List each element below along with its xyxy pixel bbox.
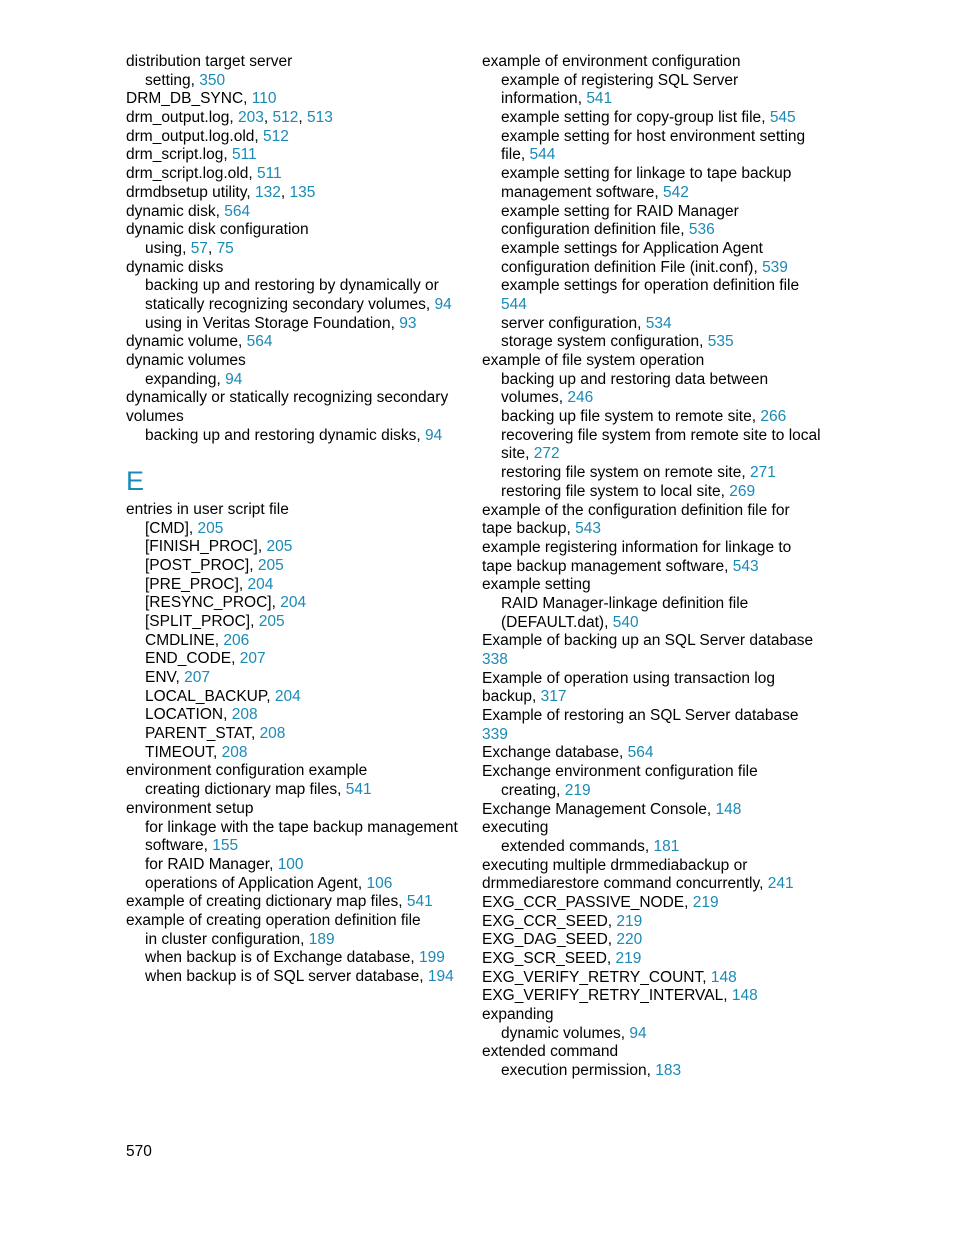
page-link[interactable]: 266	[760, 408, 787, 426]
page-link[interactable]: 541	[586, 90, 613, 108]
index-entry	[126, 408, 456, 427]
page-link[interactable]: 57	[190, 239, 208, 257]
index-term: server configuration	[501, 314, 638, 332]
page-link[interactable]: 205	[266, 538, 293, 556]
index-term: tape backup	[482, 520, 567, 538]
index-term: information	[501, 90, 578, 108]
index-term: TIMEOUT	[145, 743, 214, 761]
index-entry	[482, 670, 812, 689]
index-entry	[482, 502, 812, 521]
index-term: Example of restoring an SQL Server database	[482, 707, 799, 725]
index-term: storage system configuration	[501, 333, 700, 351]
index-term: statically recognizing secondary volumes	[145, 295, 426, 313]
page-link[interactable]: 181	[653, 837, 680, 855]
index-term: creating dictionary map files	[145, 781, 338, 799]
index-subentry	[482, 371, 812, 390]
index-term: [PRE_PROC]	[145, 575, 239, 593]
page-link[interactable]: 204	[247, 575, 274, 593]
index-subentry: file, 544	[501, 146, 556, 164]
index-entry	[126, 762, 456, 781]
index-entry	[482, 576, 812, 595]
index-entry	[482, 857, 812, 876]
page-link[interactable]: 545	[769, 109, 796, 127]
page-link[interactable]: 183	[655, 1062, 682, 1080]
index-entry: backup, 317	[482, 688, 567, 706]
page-link[interactable]: 241	[767, 875, 794, 893]
index-term: drmmediarestore command concurrently	[482, 875, 760, 893]
index-entry	[482, 763, 812, 782]
index-subentry	[126, 277, 456, 296]
page-link[interactable]: 269	[729, 482, 756, 500]
index-term: EXG_VERIFY_RETRY_COUNT	[482, 968, 703, 986]
page-link[interactable]: 272	[533, 445, 560, 463]
page-link[interactable]: 93	[399, 314, 417, 332]
index-term: restoring file system to local site	[501, 482, 721, 500]
index-entry	[482, 726, 812, 745]
index-term: example of environment configuration	[482, 53, 741, 70]
page-link[interactable]: 94	[225, 370, 243, 388]
index-term: (DEFAULT.dat)	[501, 613, 605, 631]
page-link[interactable]: 100	[277, 855, 304, 873]
index-subentry: expanding, 94	[145, 370, 243, 388]
index-entry	[482, 352, 812, 371]
page-link[interactable]: 205	[257, 556, 284, 574]
page-link[interactable]: 544	[529, 146, 556, 164]
page-link[interactable]: 564	[627, 744, 654, 762]
index-entry	[126, 501, 456, 520]
page-link[interactable]: 205	[258, 612, 285, 630]
index-term: backing up file system to remote site	[501, 408, 752, 426]
index-term: dynamic volumes	[501, 1024, 621, 1042]
page-link[interactable]: 220	[616, 931, 643, 949]
index-entry: drm_output.log.old, 512	[126, 127, 289, 145]
page-link[interactable]: 541	[345, 781, 372, 799]
index-term: example setting for RAID Manager	[501, 202, 739, 220]
index-entry: EXG_VERIFY_RETRY_INTERVAL, 148	[482, 987, 758, 1005]
index-term: LOCATION	[145, 706, 224, 724]
index-subentry: example setting for copy-group list file, 545	[501, 109, 796, 127]
index-entry	[126, 912, 456, 931]
index-entry	[482, 53, 812, 72]
index-subentry: dynamic volumes, 94	[501, 1024, 647, 1042]
index-term: EXG_CCR_PASSIVE_NODE	[482, 893, 685, 911]
index-term: creating	[501, 781, 557, 799]
page-link[interactable]: 135	[289, 183, 316, 201]
index-term: backing up and restoring data between	[501, 370, 769, 388]
index-term: recovering file system from remote site to local	[501, 426, 821, 444]
page-link[interactable]: 94	[434, 295, 452, 313]
index-entry: EXG_VERIFY_RETRY_COUNT, 148	[482, 968, 737, 986]
index-subentry: LOCATION, 208	[145, 706, 258, 724]
index-term: Exchange Management Console	[482, 800, 707, 818]
index-subentry	[482, 72, 812, 91]
index-term: dynamic disk	[126, 202, 216, 220]
index-subentry	[126, 819, 456, 838]
page-link[interactable]: 542	[662, 183, 689, 201]
index-entry: dynamic disk, 564	[126, 202, 251, 220]
index-term: software	[145, 837, 204, 855]
index-term: backing up and restoring by dynamically or	[145, 277, 439, 295]
index-term: [RESYNC_PROC]	[145, 594, 272, 612]
page-link[interactable]: 543	[732, 557, 759, 575]
page-link[interactable]: 219	[564, 781, 591, 799]
index-subentry: [RESYNC_PROC], 204	[145, 594, 307, 612]
index-term: example settings for Application Agent	[501, 239, 763, 257]
index-subentry: management software, 542	[501, 183, 689, 201]
index-term: example setting for host environment setting	[501, 127, 806, 145]
page-link[interactable]: 207	[239, 650, 266, 668]
page-link[interactable]: 219	[616, 912, 643, 930]
page-link[interactable]: 539	[762, 258, 788, 276]
index-entry: EXG_CCR_PASSIVE_NODE, 219	[482, 893, 719, 911]
index-term: restoring file system on remote site	[501, 464, 742, 482]
page-link[interactable]: 513	[307, 109, 333, 127]
index-entry	[126, 259, 456, 278]
page-link[interactable]: 207	[184, 669, 210, 687]
index-term: EXG_CCR_SEED	[482, 912, 608, 930]
index-subentry: execution permission, 183	[501, 1062, 682, 1080]
index-subentry: [CMD], 205	[145, 519, 224, 537]
index-term: for RAID Manager	[145, 855, 270, 873]
index-subentry	[482, 426, 821, 446]
index-term: in cluster configuration	[145, 930, 301, 948]
page-link[interactable]: 148	[710, 968, 737, 986]
index-section-letter: E	[126, 466, 145, 497]
index-term: example registering information for linkage to	[482, 538, 792, 556]
index-term: LOCAL_BACKUP	[145, 687, 267, 705]
index-term: ENV	[145, 669, 176, 687]
index-entry	[126, 221, 456, 240]
index-term: [POST_PROC]	[145, 556, 250, 574]
index-term: operations of Application Agent	[145, 874, 358, 892]
index-term: site	[501, 445, 526, 463]
index-term: dynamic volumes	[126, 352, 246, 369]
index-term: drmdbsetup utility	[126, 183, 247, 201]
index-entry: Exchange Management Console, 148	[482, 800, 742, 818]
page-link[interactable]: 271	[749, 464, 776, 482]
index-subentry: restoring file system to local site, 269	[501, 482, 756, 500]
index-term: drm_output.log.old	[126, 127, 255, 145]
index-entry: drm_output.log, 203, 512, 513	[126, 109, 333, 127]
index-term: [FINISH_PROC]	[145, 538, 258, 556]
page-link[interactable]: 535	[707, 333, 734, 351]
page-link[interactable]: 106	[366, 874, 393, 892]
index-term: EXG_SCR_SEED	[482, 950, 607, 967]
index-term: file	[501, 146, 521, 164]
index-term: CMDLINE	[145, 631, 215, 649]
index-term: example of the configuration definition file for	[482, 501, 790, 519]
page-link[interactable]: 534	[645, 314, 672, 332]
page-link[interactable]: 132	[254, 183, 281, 201]
page-link[interactable]: 564	[246, 333, 273, 351]
index-term: Example of backing up an SQL Server database	[482, 632, 814, 650]
index-entry	[482, 1043, 812, 1062]
index-subentry: END_CODE, 207	[145, 650, 266, 668]
index-term: PARENT_STAT	[145, 725, 251, 743]
page-link[interactable]: 94	[629, 1024, 647, 1042]
index-term: management software	[501, 183, 655, 201]
index-term: example setting for linkage to tape backup	[501, 165, 792, 183]
index-subentry: (DEFAULT.dat), 540	[501, 613, 639, 631]
page-link[interactable]: 194	[427, 968, 454, 986]
index-term: execution permission	[501, 1062, 647, 1080]
page-link[interactable]: 208	[221, 743, 248, 761]
page-number: 570	[126, 1143, 152, 1160]
index-subentry: using, 57, 75	[145, 239, 234, 257]
index-subentry: [PRE_PROC], 204	[145, 575, 274, 593]
page-link[interactable]: 540	[612, 613, 639, 631]
index-subentry: creating, 219	[501, 781, 591, 799]
index-subentry: extended commands, 181	[501, 837, 680, 855]
index-column-right	[482, 53, 821, 1081]
index-entry: Exchange database, 564	[482, 744, 654, 762]
index-subentry: LOCAL_BACKUP, 204	[145, 687, 301, 705]
index-subentry: in cluster configuration, 189	[145, 930, 335, 948]
page-link[interactable]: 338	[482, 651, 508, 668]
index-entry: EXG_CCR_SEED, 219	[482, 912, 643, 930]
page-link[interactable]: 350	[199, 71, 226, 89]
page-link[interactable]: 110	[251, 90, 277, 108]
index-term: extended commands	[501, 837, 645, 855]
page-link[interactable]: 511	[231, 146, 257, 164]
index-entry: dynamic volume, 564	[126, 333, 273, 351]
page-link[interactable]: 205	[197, 519, 224, 537]
index-entry	[482, 632, 812, 651]
index-term: volumes	[501, 389, 559, 407]
index-term: example setting	[482, 576, 591, 594]
page-link[interactable]: 203	[238, 109, 264, 127]
index-term: tape backup management software	[482, 557, 725, 575]
index-entry: drmdbsetup utility, 132, 135	[126, 183, 316, 201]
index-term: dynamic disks	[126, 258, 224, 276]
page-link[interactable]: 208	[259, 725, 286, 743]
index-subentry: configuration definition file, 536	[501, 221, 715, 239]
index-column-left	[126, 53, 456, 987]
index-entry	[482, 707, 812, 726]
index-subentry: setting, 350	[145, 71, 226, 89]
page-link[interactable]: 339	[482, 725, 508, 743]
index-term: using in Veritas Storage Foundation	[145, 314, 391, 332]
index-entry: tape backup, 543	[482, 520, 601, 538]
page-link[interactable]: 541	[406, 893, 433, 911]
page-link[interactable]: 189	[308, 930, 335, 948]
index-entry: drm_script.log, 511	[126, 146, 257, 164]
index-subentry: using in Veritas Storage Foundation, 93	[145, 314, 417, 332]
index-subentry: restoring file system on remote site, 271	[501, 464, 776, 482]
index-subentry: CMDLINE, 206	[145, 631, 250, 649]
page-link[interactable]: 564	[224, 202, 251, 220]
index-subentry: statically recognizing secondary volumes, 94	[145, 295, 452, 313]
index-entry	[482, 819, 812, 838]
page-link[interactable]: 543	[575, 520, 601, 538]
index-subentry: site, 272	[501, 445, 560, 463]
index-term: setting	[145, 71, 191, 89]
index-term: backing up and restoring dynamic disks	[145, 426, 417, 444]
index-subentry: volumes, 246	[501, 389, 594, 407]
index-term: configuration definition file	[501, 221, 681, 239]
page-link[interactable]: 206	[223, 631, 250, 649]
index-subentry: [FINISH_PROC], 205	[145, 538, 293, 556]
page-link[interactable]: 246	[567, 389, 594, 407]
index-entry	[482, 651, 812, 670]
index-term: executing multiple drmmediabackup or	[482, 856, 748, 874]
index-entry: DRM_DB_SYNC, 110	[126, 90, 277, 108]
page-link[interactable]: 204	[274, 687, 301, 705]
index-term: drm_script.log	[126, 146, 224, 164]
index-term: when backup is of SQL server database	[145, 968, 420, 986]
index-term: Exchange environment configuration file	[482, 763, 758, 781]
index-entry	[482, 1006, 812, 1025]
page-link[interactable]: 148	[731, 987, 758, 1005]
index-term: Exchange database	[482, 744, 620, 762]
index-term: environment setup	[126, 799, 254, 817]
index-entry	[126, 53, 456, 72]
page-link[interactable]: 155	[212, 837, 239, 855]
page-link[interactable]: 219	[615, 950, 642, 967]
page-link[interactable]: 94	[425, 426, 443, 444]
index-subentry: storage system configuration, 535	[501, 333, 734, 351]
index-term: distribution target server	[126, 53, 293, 70]
index-subentry: creating dictionary map files, 541	[145, 781, 372, 799]
page-link[interactable]: 544	[501, 295, 527, 313]
index-subentry	[482, 595, 812, 614]
page-link[interactable]: 536	[688, 221, 715, 239]
index-entry: EXG_DAG_SEED, 220	[482, 931, 643, 949]
index-entry	[126, 352, 456, 371]
page-link[interactable]: 512	[272, 109, 299, 127]
index-entry: drm_script.log.old, 511	[126, 165, 282, 183]
index-subentry	[482, 203, 812, 222]
index-term: configuration definition File (init.conf)	[501, 258, 754, 276]
page-link[interactable]: 317	[540, 688, 567, 706]
index-subentry: software, 155	[145, 837, 239, 855]
index-term: DRM_DB_SYNC	[126, 90, 244, 108]
index-subentry: PARENT_STAT, 208	[145, 725, 286, 743]
index-subentry: when backup is of SQL server database, 194	[145, 968, 454, 986]
index-entry	[126, 389, 456, 408]
index-term: when backup is of Exchange database	[145, 949, 411, 967]
index-term: example of creating operation definition file	[126, 911, 421, 929]
index-term: RAID Manager-linkage definition file	[501, 594, 749, 612]
index-subentry: server configuration, 534	[501, 314, 672, 332]
index-entry: drmmediarestore command concurrently, 241	[482, 875, 794, 893]
page-link[interactable]: 148	[715, 800, 742, 818]
index-term: EXG_DAG_SEED	[482, 931, 608, 949]
index-term: environment configuration example	[126, 762, 368, 780]
index-subentry: for RAID Manager, 100	[145, 855, 304, 873]
index-subentry: backing up and restoring dynamic disks, 94	[145, 426, 443, 444]
page-link[interactable]: 199	[419, 949, 445, 967]
index-term: example of file system operation	[482, 352, 705, 369]
index-term: [CMD]	[145, 519, 189, 537]
index-term: drm_script.log.old	[126, 165, 249, 183]
index-subentry: [POST_PROC], 205	[145, 556, 284, 574]
index-entry: tape backup management software, 543	[482, 557, 759, 575]
index-subentry: when backup is of Exchange database, 199	[145, 949, 445, 967]
index-entry	[482, 539, 812, 558]
page-link[interactable]: 219	[692, 893, 719, 911]
page-link[interactable]: 512	[263, 127, 289, 145]
index-term: backup	[482, 688, 532, 706]
page-link[interactable]: 204	[280, 594, 307, 612]
index-term: extended command	[482, 1043, 619, 1061]
index-term: dynamic volume	[126, 333, 238, 351]
index-term: EXG_VERIFY_RETRY_INTERVAL	[482, 987, 724, 1005]
index-subentry: configuration definition File (init.conf), 539	[501, 258, 788, 276]
index-subentry: [SPLIT_PROC], 205	[145, 612, 285, 630]
index-subentry: operations of Application Agent, 106	[145, 874, 393, 892]
index-term: [SPLIT_PROC]	[145, 612, 251, 630]
index-term: volumes	[126, 408, 184, 426]
index-term: expanding	[145, 370, 217, 388]
index-term: dynamic disk configuration	[126, 221, 309, 239]
index-entry: EXG_SCR_SEED, 219	[482, 950, 642, 967]
index-term: expanding	[482, 1006, 554, 1024]
index-subentry: ENV, 207	[145, 669, 210, 687]
index-subentry: TIMEOUT, 208	[145, 743, 248, 761]
page-link[interactable]: 511	[256, 165, 282, 183]
index-term: Example of operation using transaction log	[482, 669, 775, 687]
index-subentry: backing up file system to remote site, 266	[501, 408, 787, 426]
index-subentry	[482, 296, 812, 315]
index-term: END_CODE	[145, 650, 232, 668]
page-link[interactable]: 208	[231, 706, 258, 724]
index-entry	[126, 800, 456, 819]
index-term: example of registering SQL Server	[501, 71, 739, 89]
index-entry: example of creating dictionary map files, 541	[126, 893, 433, 911]
index-term: example setting for copy-group list file	[501, 109, 762, 127]
index-term: example settings for operation definition file	[501, 277, 800, 295]
index-term: executing	[482, 819, 549, 837]
index-subentry	[482, 277, 812, 296]
page-link[interactable]: 75	[216, 239, 234, 257]
index-term: drm_output.log	[126, 109, 230, 127]
index-subentry	[482, 165, 812, 184]
index-term: for linkage with the tape backup management	[145, 818, 458, 836]
index-term: dynamically or statically recognizing secondary	[126, 389, 449, 407]
index-term: using	[145, 239, 183, 257]
index-subentry	[482, 240, 812, 259]
index-subentry: information, 541	[501, 90, 613, 108]
index-subentry	[482, 128, 812, 147]
index-term: entries in user script file	[126, 500, 289, 518]
index-term: example of creating dictionary map files	[126, 893, 399, 911]
